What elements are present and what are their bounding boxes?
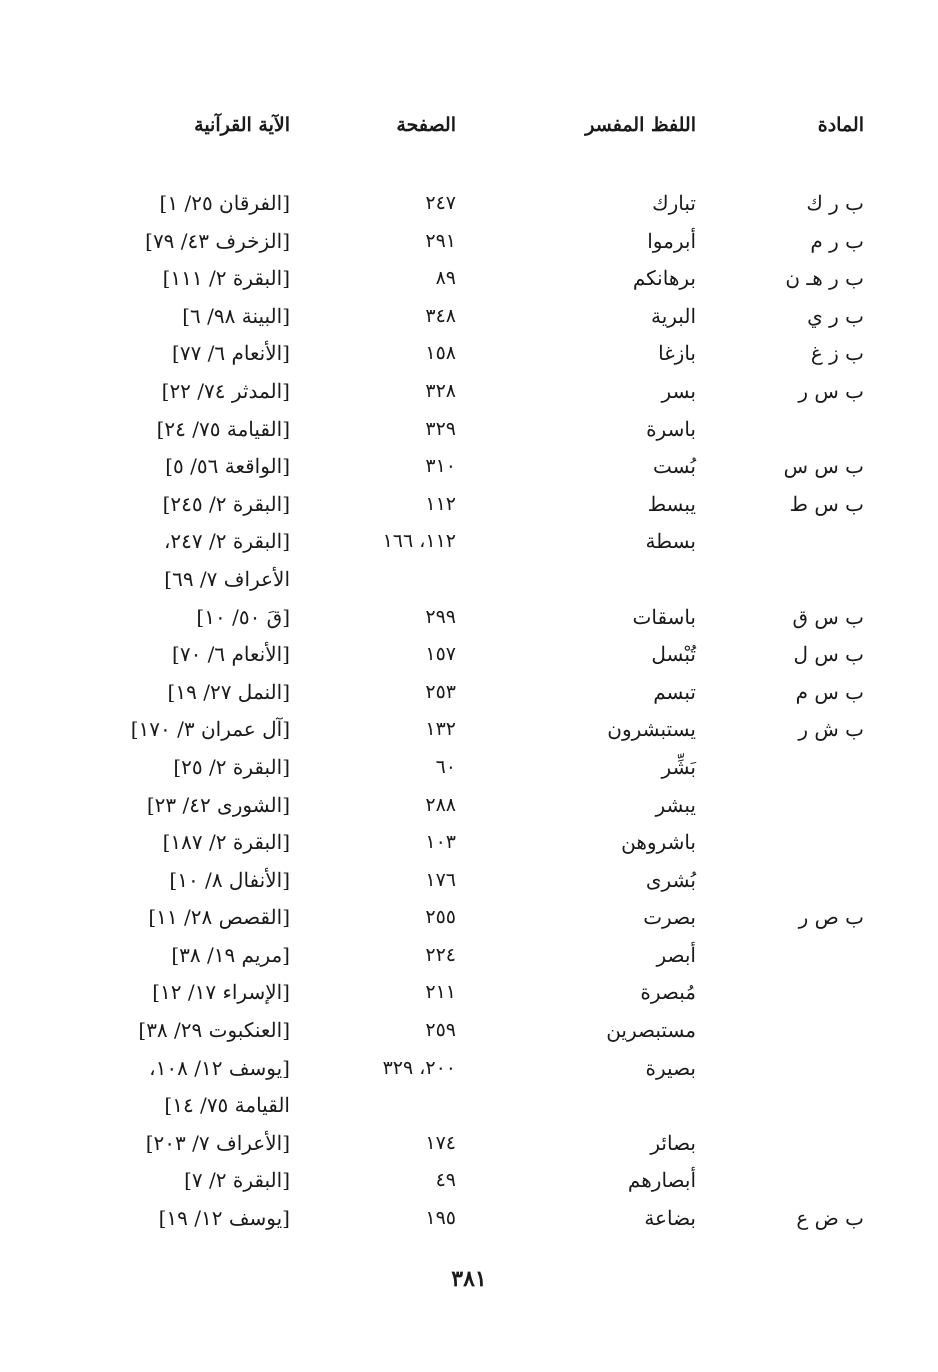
verse-cell: [الأعراف ٧/ ٢٠٣] (145, 1130, 290, 1155)
word-cell: يستبشرون (607, 717, 696, 742)
table-row (0, 675, 938, 713)
table-row (0, 1013, 938, 1051)
verse-cell: [القصص ٢٨/ ١١] (148, 905, 290, 930)
verse-cell: [المدثر ٧٤/ ٢٢] (161, 378, 290, 403)
page-cell: ٣٢٨ (425, 379, 456, 402)
table-row (0, 975, 938, 1013)
root-cell: ب ز غ (810, 341, 864, 366)
verse-cell: [قَ ٥٠/ ١٠] (196, 604, 290, 629)
page-cell: ٦٠ (435, 755, 456, 778)
word-cell: مستبصرين (606, 1018, 696, 1043)
root-cell: ب ر ك (806, 191, 864, 215)
verse-cell: [البقرة ٢/ ٧] (184, 1168, 290, 1193)
verse-cell: [النمل ٢٧/ ١٩] (167, 679, 290, 704)
root-cell: ب س ط (789, 491, 864, 516)
verse-cell: [العنكبوت ٢٩/ ٣٨] (138, 1018, 290, 1043)
word-cell: بازغا (658, 341, 696, 366)
page-cell: ٢٩٩ (425, 605, 456, 628)
word-cell: برهانكم (632, 266, 696, 291)
word-cell: بصيرة (645, 1055, 696, 1080)
table-row (0, 712, 938, 750)
verse-cell: [الزخرف ٤٣/ ٧٩] (145, 228, 290, 253)
page-cell: ٤٩ (435, 1169, 456, 1192)
verse-cell: [آل عمران ٣/ ١٧٠] (130, 717, 290, 742)
table-row (0, 600, 938, 638)
table-row (0, 299, 938, 337)
verse-cell: [الواقعة ٥٦/ ٥] (165, 454, 290, 479)
index-table-body (0, 186, 938, 1239)
table-row (0, 1163, 938, 1201)
table-row (0, 900, 938, 938)
page-cell: ١٥٨ (425, 342, 456, 365)
page-cell: ٢٢٤ (425, 943, 456, 966)
header-page: الصفحة (396, 114, 456, 136)
verse-cell: [الشورى ٤٢/ ٢٣] (146, 792, 290, 817)
word-cell: باسقات (632, 604, 696, 629)
table-row (0, 863, 938, 901)
verse-cell: [الأنفال ٨/ ١٠] (169, 867, 290, 892)
table-row (0, 224, 938, 262)
page-cell: ٢٩١ (425, 229, 456, 252)
word-cell: بُست (652, 454, 696, 479)
word-cell: بصائر (650, 1130, 696, 1155)
header-root: المادة (817, 114, 864, 136)
verse-cell: [البقرة ٢/ ٢٤٧، (163, 529, 290, 554)
root-cell: ب ش ر (798, 717, 864, 742)
root-cell: ب س ق (792, 604, 864, 629)
verse-cell: [الأنعام ٦/ ٧٧] (172, 341, 290, 366)
root-cell: ب ص ر (798, 905, 864, 930)
root-cell: ب ر ي (807, 303, 864, 328)
word-cell: أبصر (656, 942, 696, 967)
word-cell: تُبْسل (651, 642, 696, 667)
word-cell: تبارك (652, 191, 696, 215)
table-row (0, 938, 938, 976)
page-cell: ١٧٤ (425, 1131, 456, 1154)
word-cell: يبشر (655, 792, 696, 817)
page-cell: ١٣٢ (425, 718, 456, 741)
table-row (0, 336, 938, 374)
verse-cell: [يوسف ١٢/ ١٩] (158, 1206, 290, 1231)
table-header (0, 114, 938, 144)
table-row (0, 487, 938, 525)
page-cell: ٢٠٠، ٣٢٩ (382, 1056, 456, 1079)
word-cell: باسرة (646, 416, 696, 441)
verse-cell: [الفرقان ٢٥/ ١] (159, 191, 290, 215)
page-cell: ٣٢٩ (425, 417, 456, 440)
table-row (0, 374, 938, 412)
verse-cell: [مريم ١٩/ ٣٨] (171, 942, 290, 967)
word-cell: بَشِّر (661, 754, 696, 779)
page-cell: ١٥٧ (425, 643, 456, 666)
page-cell: ١٠٣ (425, 831, 456, 854)
page-cell: ٨٩ (435, 267, 456, 290)
word-cell: بصرت (643, 905, 696, 930)
verse-cell: [البقرة ٢/ ٢٥] (173, 754, 290, 779)
table-row (0, 412, 938, 450)
root-cell: ب ر م (810, 228, 864, 253)
word-cell: أبصارهم (627, 1168, 696, 1193)
table-row (0, 1051, 938, 1089)
word-cell: أبرموا (647, 228, 696, 253)
root-cell: ب ض ع (796, 1206, 864, 1231)
table-row (0, 637, 938, 675)
word-cell: بُشرى (645, 867, 696, 892)
verse-cell: [البقرة ٢/ ١٨٧] (162, 830, 290, 855)
table-row (0, 449, 938, 487)
verse-cell: القيامة ٧٥/ ١٤] (164, 1093, 290, 1118)
root-cell: ب ر هـ ن (785, 266, 864, 291)
table-row (0, 524, 938, 562)
table-row (0, 788, 938, 826)
page-cell: ١٩٥ (425, 1207, 456, 1230)
verse-cell: [يوسف ١٢/ ١٠٨، (149, 1055, 290, 1080)
page-number: ٣٨١ (451, 1266, 487, 1292)
page-cell: ١١٢ (425, 492, 456, 515)
page-cell: ٢٥٥ (425, 906, 456, 929)
verse-cell: [البقرة ٢/ ١١١] (162, 266, 290, 291)
word-cell: تبسم (653, 679, 696, 704)
root-cell: ب س م (795, 679, 864, 704)
page-cell: ١٧٦ (425, 868, 456, 891)
page-cell: ١١٢، ١٦٦ (382, 530, 456, 553)
table-row (0, 562, 938, 600)
page-cell: ٢٥٩ (425, 1019, 456, 1042)
root-cell: ب س ل (793, 642, 864, 667)
table-row (0, 1126, 938, 1164)
table-row (0, 261, 938, 299)
word-cell: بسطة (645, 529, 696, 554)
page-cell: ٢٨٨ (425, 793, 456, 816)
root-cell: ب س ر (798, 378, 864, 403)
verse-cell: [البينة ٩٨/ ٦] (182, 303, 290, 328)
page-cell: ٣٤٨ (425, 304, 456, 327)
table-row (0, 825, 938, 863)
word-cell: يبسط (647, 491, 696, 516)
header-verse: الآية القرآنية (194, 114, 290, 136)
verse-cell: [القيامة ٧٥/ ٢٤] (156, 416, 290, 441)
word-cell: البرية (650, 303, 696, 328)
word-cell: بسر (661, 378, 696, 403)
page-cell: ٢٥٣ (425, 680, 456, 703)
table-row (0, 186, 938, 224)
table-row (0, 1088, 938, 1126)
verse-cell: [البقرة ٢/ ٢٤٥] (162, 491, 290, 516)
table-row (0, 750, 938, 788)
word-cell: مُبصرة (640, 980, 696, 1005)
word-cell: بضاعة (644, 1206, 696, 1231)
root-cell: ب س س (783, 454, 864, 479)
verse-cell: الأعراف ٧/ ٦٩] (164, 566, 290, 591)
verse-cell: [الإسراء ١٧/ ١٢] (152, 980, 290, 1005)
verse-cell: [الأنعام ٦/ ٧٠] (172, 642, 290, 667)
page-cell: ٢٤٧ (425, 192, 456, 214)
table-row (0, 1201, 938, 1239)
header-word: اللفظ المفسر (585, 114, 696, 136)
page-cell: ٢١١ (425, 981, 456, 1004)
word-cell: باشروهن (621, 830, 696, 855)
page-cell: ٣١٠ (425, 455, 456, 478)
